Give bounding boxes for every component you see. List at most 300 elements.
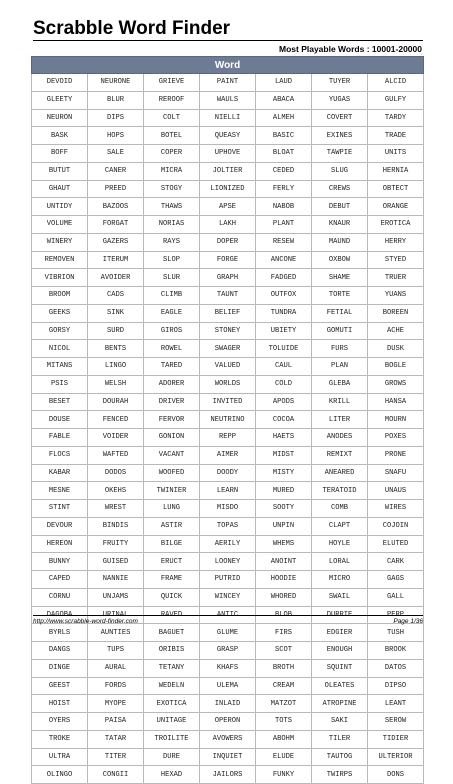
- table-row: [32, 127, 424, 145]
- word-cell: BOREEN: [368, 304, 424, 322]
- table-row: [32, 730, 424, 748]
- word-cell: LAUD: [256, 74, 312, 92]
- word-cell: LOONEY: [200, 553, 256, 571]
- word-cell: EAGLE: [144, 304, 200, 322]
- table-row: [32, 375, 424, 393]
- word-cell: MOURN: [368, 411, 424, 429]
- word-cell: TUYER: [312, 74, 368, 92]
- table-row: [32, 642, 424, 660]
- word-cell: VACANT: [144, 446, 200, 464]
- word-cell: BASIC: [256, 127, 312, 145]
- word-cell: BINDIS: [88, 517, 144, 535]
- word-cell: CAUL: [256, 358, 312, 376]
- word-cell: BUNNY: [32, 553, 88, 571]
- word-cell: TITER: [88, 748, 144, 766]
- word-cell: TERATOID: [312, 482, 368, 500]
- word-cell: SWAGER: [200, 340, 256, 358]
- table-row: [32, 571, 424, 589]
- word-cell: FERVOR: [144, 411, 200, 429]
- word-cell: BROTH: [256, 659, 312, 677]
- word-cell: NEURON: [32, 109, 88, 127]
- word-cell: HANSA: [368, 393, 424, 411]
- word-cell: ULTERIOR: [368, 748, 424, 766]
- word-cell: DOODY: [200, 464, 256, 482]
- word-cell: BLUR: [88, 91, 144, 109]
- word-cell: BYRLS: [32, 624, 88, 642]
- word-cell: TAUNT: [200, 287, 256, 305]
- word-cell: NEURONE: [88, 74, 144, 92]
- word-cell: WAFTED: [88, 446, 144, 464]
- word-cell: ITERUM: [88, 251, 144, 269]
- word-cell: RAYS: [144, 233, 200, 251]
- word-cell: COCOA: [256, 411, 312, 429]
- table-row: [32, 411, 424, 429]
- word-cell: PAISA: [88, 713, 144, 731]
- word-cell: REPP: [200, 429, 256, 447]
- word-cell: GRIEVE: [144, 74, 200, 92]
- word-cell: YUANS: [368, 287, 424, 305]
- word-cell: KRILL: [312, 393, 368, 411]
- word-cell: HEREON: [32, 535, 88, 553]
- word-cell: LUNG: [144, 500, 200, 518]
- word-cell: CLIMB: [144, 287, 200, 305]
- word-cell: CORNU: [32, 588, 88, 606]
- title-divider: [33, 40, 423, 41]
- word-cell: DOPER: [200, 233, 256, 251]
- table-row: [32, 91, 424, 109]
- word-cell: SLUG: [312, 162, 368, 180]
- table-row: [32, 748, 424, 766]
- table-row: [32, 766, 424, 784]
- table-row: [32, 713, 424, 731]
- word-cell: TOLUIDE: [256, 340, 312, 358]
- word-cell: OLEATES: [312, 677, 368, 695]
- column-header-word: Word: [32, 57, 424, 74]
- table-row: [32, 216, 424, 234]
- word-cell: FABLE: [32, 429, 88, 447]
- footer-page-number: Page 1/36: [393, 618, 423, 625]
- word-cell: REROOF: [144, 91, 200, 109]
- table-row: [32, 74, 424, 92]
- word-cell: ALMEH: [256, 109, 312, 127]
- word-cell: DURRIE: [312, 606, 368, 624]
- word-cell: CREWS: [312, 180, 368, 198]
- word-cell: VOLUME: [32, 216, 88, 234]
- word-cell: BLOAT: [256, 145, 312, 163]
- word-cell: PUTRID: [200, 571, 256, 589]
- word-cell: BROOM: [32, 287, 88, 305]
- word-cell: MISDO: [200, 500, 256, 518]
- word-cell: TUSH: [368, 624, 424, 642]
- word-cell: ULEMA: [200, 677, 256, 695]
- word-cell: UNAUS: [368, 482, 424, 500]
- word-cell: HOODIE: [256, 571, 312, 589]
- word-cell: QUICK: [144, 588, 200, 606]
- word-cell: DINGE: [32, 659, 88, 677]
- word-cell: HERRY: [368, 233, 424, 251]
- page-subtitle: Most Playable Words : 10001-20000: [279, 44, 422, 54]
- word-cell: BOTEL: [144, 127, 200, 145]
- word-cell: NABOB: [256, 198, 312, 216]
- table-row: [32, 233, 424, 251]
- word-cell: MATZOT: [256, 695, 312, 713]
- word-cell: WINERY: [32, 233, 88, 251]
- word-cell: HOYLE: [312, 535, 368, 553]
- table-row: [32, 464, 424, 482]
- word-cell: CAPED: [32, 571, 88, 589]
- word-cell: GLEBA: [312, 375, 368, 393]
- word-cell: SAKI: [312, 713, 368, 731]
- word-cell: CLAPT: [312, 517, 368, 535]
- word-cell: MIDST: [256, 446, 312, 464]
- word-cell: STYED: [368, 251, 424, 269]
- word-cell: YUGAS: [312, 91, 368, 109]
- word-cell: CONGII: [88, 766, 144, 784]
- word-cell: ORANGE: [368, 198, 424, 216]
- word-cell: SINK: [88, 304, 144, 322]
- word-cell: MISTY: [256, 464, 312, 482]
- word-cell: UPHOVE: [200, 145, 256, 163]
- word-cell: WELSH: [88, 375, 144, 393]
- word-cell: AUNTIES: [88, 624, 144, 642]
- word-cell: PAINT: [200, 74, 256, 92]
- word-cell: NIELLI: [200, 109, 256, 127]
- word-cell: COPER: [144, 145, 200, 163]
- word-cell: HAETS: [256, 429, 312, 447]
- word-cell: MICRA: [144, 162, 200, 180]
- word-cell: PERP: [368, 606, 424, 624]
- word-cell: SWAIL: [312, 588, 368, 606]
- word-cell: BUTUT: [32, 162, 88, 180]
- word-cell: GRASP: [200, 642, 256, 660]
- word-cell: ATROPINE: [312, 695, 368, 713]
- word-cell: BOGLE: [368, 358, 424, 376]
- word-cell: DRIVER: [144, 393, 200, 411]
- word-cell: HEXAD: [144, 766, 200, 784]
- word-cell: GUISED: [88, 553, 144, 571]
- word-cell: TRADE: [368, 127, 424, 145]
- word-cell: TORTE: [312, 287, 368, 305]
- word-cell: GOMUTI: [312, 322, 368, 340]
- table-row: [32, 340, 424, 358]
- word-cell: FIRS: [256, 624, 312, 642]
- word-cell: COLT: [144, 109, 200, 127]
- word-cell: GULFY: [368, 91, 424, 109]
- word-cell: OXBOW: [312, 251, 368, 269]
- word-cell: GONION: [144, 429, 200, 447]
- word-cell: FORDS: [88, 677, 144, 695]
- table-row: [32, 322, 424, 340]
- word-cell: DEVOUR: [32, 517, 88, 535]
- table-row: [32, 162, 424, 180]
- word-cell: MITANS: [32, 358, 88, 376]
- word-cell: UNITS: [368, 145, 424, 163]
- word-cell: WHORED: [256, 588, 312, 606]
- word-cell: GHAUT: [32, 180, 88, 198]
- word-cell: ADORER: [144, 375, 200, 393]
- word-cell: JAILORS: [200, 766, 256, 784]
- word-cell: NORIAS: [144, 216, 200, 234]
- table-row: [32, 429, 424, 447]
- word-cell: CARK: [368, 553, 424, 571]
- word-cell: WIRES: [368, 500, 424, 518]
- word-cell: RESEW: [256, 233, 312, 251]
- word-cell: BOFF: [32, 145, 88, 163]
- word-cell: HOIST: [32, 695, 88, 713]
- word-cell: TATAR: [88, 730, 144, 748]
- word-cell: BILGE: [144, 535, 200, 553]
- word-cell: TWINIER: [144, 482, 200, 500]
- word-cell: ANOINT: [256, 553, 312, 571]
- word-cell: HOPS: [88, 127, 144, 145]
- word-cell: GLEETY: [32, 91, 88, 109]
- word-cell: MESNE: [32, 482, 88, 500]
- table-row: [32, 109, 424, 127]
- word-cell: KHAFS: [200, 659, 256, 677]
- word-cell: EXOTICA: [144, 695, 200, 713]
- word-cell: ALCID: [368, 74, 424, 92]
- word-cell: EDGIER: [312, 624, 368, 642]
- table-row: [32, 624, 424, 642]
- table-row: [32, 358, 424, 376]
- word-cell: MAUND: [312, 233, 368, 251]
- word-cell: URINAL: [88, 606, 144, 624]
- table-row: [32, 446, 424, 464]
- word-cell: FURS: [312, 340, 368, 358]
- word-cell: UNTIDY: [32, 198, 88, 216]
- word-cell: DOURAH: [88, 393, 144, 411]
- word-cell: VIBRION: [32, 269, 88, 287]
- word-cell: TROKE: [32, 730, 88, 748]
- word-cell: GEEKS: [32, 304, 88, 322]
- word-cell: ENOUGH: [312, 642, 368, 660]
- word-cell: ABACA: [256, 91, 312, 109]
- word-cell: GEEST: [32, 677, 88, 695]
- word-cell: TETANY: [144, 659, 200, 677]
- word-cell: BENTS: [88, 340, 144, 358]
- word-cell: STINT: [32, 500, 88, 518]
- word-cell: DUSK: [368, 340, 424, 358]
- word-cell: FERLY: [256, 180, 312, 198]
- word-cell: SOOTY: [256, 500, 312, 518]
- word-cell: TARDY: [368, 109, 424, 127]
- word-cell: REMIXT: [312, 446, 368, 464]
- word-cell: GIROS: [144, 322, 200, 340]
- word-cell: AURAL: [88, 659, 144, 677]
- word-cell: ERUCT: [144, 553, 200, 571]
- word-cell: BELIEF: [200, 304, 256, 322]
- word-cell: KNAUR: [312, 216, 368, 234]
- word-cell: OBTECT: [368, 180, 424, 198]
- word-cell: FLOCS: [32, 446, 88, 464]
- word-cell: OYERS: [32, 713, 88, 731]
- word-cell: ULTRA: [32, 748, 88, 766]
- word-cell: LINGO: [88, 358, 144, 376]
- word-cell: OPERON: [200, 713, 256, 731]
- word-cell: GAZERS: [88, 233, 144, 251]
- word-cell: OUTFOX: [256, 287, 312, 305]
- word-cell: STONEY: [200, 322, 256, 340]
- word-cell: KABAR: [32, 464, 88, 482]
- word-cell: ELUTED: [368, 535, 424, 553]
- word-cell: ANTIC: [200, 606, 256, 624]
- word-cell: DOUSE: [32, 411, 88, 429]
- word-cell: LEARN: [200, 482, 256, 500]
- word-cell: TOTS: [256, 713, 312, 731]
- word-cell: SALE: [88, 145, 144, 163]
- word-cell: TAWPIE: [312, 145, 368, 163]
- word-cell: INLAID: [200, 695, 256, 713]
- word-cell: COLD: [256, 375, 312, 393]
- word-cell: ORIBIS: [144, 642, 200, 660]
- word-cell: BLOB: [256, 606, 312, 624]
- word-cell: JOLTIER: [200, 162, 256, 180]
- table-row: [32, 588, 424, 606]
- table-row: [32, 393, 424, 411]
- table-row: [32, 535, 424, 553]
- word-cell: ANEARED: [312, 464, 368, 482]
- word-cell: POXES: [368, 429, 424, 447]
- word-cell: UBIETY: [256, 322, 312, 340]
- word-cell: REMOVEN: [32, 251, 88, 269]
- word-cell: FRAME: [144, 571, 200, 589]
- word-cell: BAGUET: [144, 624, 200, 642]
- word-cell: INQUIET: [200, 748, 256, 766]
- word-cell: CEDED: [256, 162, 312, 180]
- word-table-body: [32, 74, 424, 784]
- word-cell: VALUED: [200, 358, 256, 376]
- word-cell: TUPS: [88, 642, 144, 660]
- word-cell: ACHE: [368, 322, 424, 340]
- word-cell: UNPIN: [256, 517, 312, 535]
- word-cell: PSIS: [32, 375, 88, 393]
- word-cell: MICRO: [312, 571, 368, 589]
- word-cell: BASK: [32, 127, 88, 145]
- word-cell: TUNDRA: [256, 304, 312, 322]
- word-cell: WREST: [88, 500, 144, 518]
- word-cell: SNAFU: [368, 464, 424, 482]
- word-cell: DEBUT: [312, 198, 368, 216]
- word-cell: STOGY: [144, 180, 200, 198]
- table-row: [32, 517, 424, 535]
- word-cell: THAWS: [144, 198, 200, 216]
- table-row: [32, 251, 424, 269]
- page-title: Scrabble Word Finder: [33, 18, 231, 39]
- word-cell: UNJAMS: [88, 588, 144, 606]
- word-cell: WORLDS: [200, 375, 256, 393]
- word-cell: PLAN: [312, 358, 368, 376]
- word-cell: DURE: [144, 748, 200, 766]
- word-cell: TWIRPS: [312, 766, 368, 784]
- word-cell: OLINGO: [32, 766, 88, 784]
- word-cell: PRONE: [368, 446, 424, 464]
- word-cell: DONS: [368, 766, 424, 784]
- word-cell: NICOL: [32, 340, 88, 358]
- word-cell: LEANT: [368, 695, 424, 713]
- word-cell: DANGS: [32, 642, 88, 660]
- word-cell: EROTICA: [368, 216, 424, 234]
- word-cell: CREAM: [256, 677, 312, 695]
- word-cell: APODS: [256, 393, 312, 411]
- word-cell: AVOWERS: [200, 730, 256, 748]
- word-cell: PREED: [88, 180, 144, 198]
- word-cell: ELUDE: [256, 748, 312, 766]
- word-cell: TILER: [312, 730, 368, 748]
- word-cell: FADGED: [256, 269, 312, 287]
- word-cell: TROILITE: [144, 730, 200, 748]
- word-cell: FUNKY: [256, 766, 312, 784]
- table-row: [32, 287, 424, 305]
- word-cell: LIONIZED: [200, 180, 256, 198]
- footer-divider: [33, 615, 423, 616]
- word-cell: TARED: [144, 358, 200, 376]
- word-cell: LITER: [312, 411, 368, 429]
- word-cell: LAKH: [200, 216, 256, 234]
- word-cell: CANER: [88, 162, 144, 180]
- word-cell: DIPS: [88, 109, 144, 127]
- word-cell: CADS: [88, 287, 144, 305]
- word-cell: UNITAGE: [144, 713, 200, 731]
- table-row: [32, 180, 424, 198]
- word-cell: TIDIER: [368, 730, 424, 748]
- table-row: [32, 198, 424, 216]
- word-cell: BROOK: [368, 642, 424, 660]
- footer-url: http://www.scrabble-word-finder.com: [33, 618, 138, 625]
- word-cell: FENCED: [88, 411, 144, 429]
- word-cell: FRUITY: [88, 535, 144, 553]
- word-cell: RAVED: [144, 606, 200, 624]
- word-cell: GAGS: [368, 571, 424, 589]
- word-cell: ANCONE: [256, 251, 312, 269]
- word-cell: DIPSO: [368, 677, 424, 695]
- word-cell: INVITED: [200, 393, 256, 411]
- word-cell: SQUINT: [312, 659, 368, 677]
- table-row: [32, 145, 424, 163]
- word-cell: WINCEY: [200, 588, 256, 606]
- word-cell: TRUER: [368, 269, 424, 287]
- table-row: [32, 695, 424, 713]
- word-cell: LORAL: [312, 553, 368, 571]
- table-row: [32, 269, 424, 287]
- word-cell: AIMER: [200, 446, 256, 464]
- word-cell: SEROW: [368, 713, 424, 731]
- word-cell: EXINES: [312, 127, 368, 145]
- word-cell: FORGAT: [88, 216, 144, 234]
- word-cell: MURED: [256, 482, 312, 500]
- word-cell: WAULS: [200, 91, 256, 109]
- table-row: [32, 500, 424, 518]
- word-cell: AVOIDER: [88, 269, 144, 287]
- word-cell: APSE: [200, 198, 256, 216]
- word-cell: BAZOOS: [88, 198, 144, 216]
- table-header-row: [32, 57, 424, 74]
- word-cell: DATOS: [368, 659, 424, 677]
- word-cell: GROWS: [368, 375, 424, 393]
- word-cell: GLUME: [200, 624, 256, 642]
- word-cell: OKEHS: [88, 482, 144, 500]
- word-cell: COVERT: [312, 109, 368, 127]
- word-cell: ASTIR: [144, 517, 200, 535]
- word-cell: QUEASY: [200, 127, 256, 145]
- word-cell: TAUTOG: [312, 748, 368, 766]
- word-cell: NANNIE: [88, 571, 144, 589]
- word-cell: VOIDER: [88, 429, 144, 447]
- word-cell: PLANT: [256, 216, 312, 234]
- word-table: [31, 56, 424, 784]
- word-cell: WHEMS: [256, 535, 312, 553]
- word-cell: SLOP: [144, 251, 200, 269]
- word-cell: DAGOBA: [32, 606, 88, 624]
